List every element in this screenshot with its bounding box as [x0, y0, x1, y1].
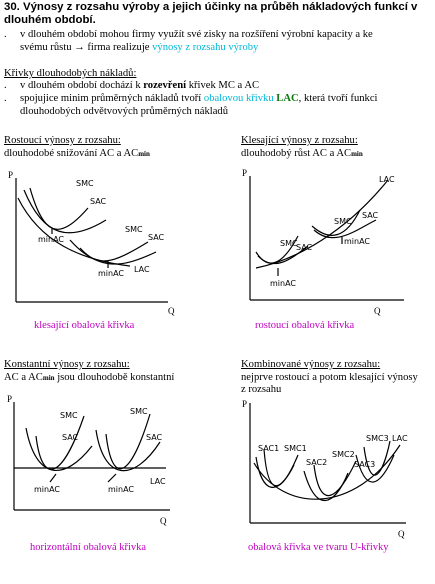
sac-2-curve	[70, 240, 156, 264]
intro-text-2: svému růstu	[20, 41, 72, 53]
axis-p-label: P	[7, 394, 13, 404]
svg-text:minAC: minAC	[34, 485, 61, 494]
svg-text:SAC: SAC	[90, 197, 107, 206]
svg-text:SAC3: SAC3	[354, 460, 376, 469]
svg-text:minAC: minAC	[98, 269, 125, 278]
svg-text:minAC: minAC	[344, 237, 371, 246]
svg-text:SMC: SMC	[76, 179, 94, 188]
svg-text:SMC: SMC	[130, 407, 148, 416]
svg-text:LAC: LAC	[134, 265, 150, 274]
svg-text:SMC2: SMC2	[332, 450, 355, 459]
svg-text:SMC: SMC	[280, 239, 298, 248]
svg-text:SAC: SAC	[146, 433, 163, 442]
axis-p-label: P	[8, 170, 14, 180]
svg-text:minAC: minAC	[38, 235, 65, 244]
title-line-1: 30. Výnosy z rozsahu výroby a jejich účinky na průběh nákladových funkcí v	[4, 1, 418, 13]
section-heading: Křivky dlouhodobých nákladů:	[4, 68, 137, 79]
smc-1-curve	[264, 449, 298, 486]
caption-panel-3: horizontální obalová křivka	[30, 542, 147, 553]
intro-paragraph	[4, 29, 434, 54]
intro-text-3: firma realizuje	[87, 41, 150, 53]
graph-constant-returns	[0, 390, 220, 530]
graph-increasing-returns	[0, 160, 200, 320]
sac-1-curve	[256, 457, 294, 487]
caption-panel-1: klesající obalová křivka	[34, 320, 135, 331]
svg-text:LAC: LAC	[392, 434, 408, 443]
svg-text:LAC: LAC	[379, 175, 395, 184]
panel-1-heading-block: Rostoucí výnosy z rozsahu: dlouhodobé snižování AC a ACmin	[4, 135, 150, 159]
bullet-2: . spojujice minim průměrných nákladů tvoří obalovou křivku LAC, která tvoří funkci dlouhodobých odvětvových průměrných nákladů	[4, 93, 378, 117]
intro-highlight: výnosy z rozsahu výroby	[152, 41, 259, 53]
svg-text:SAC: SAC	[362, 211, 379, 220]
sac-1-curve	[26, 428, 92, 470]
svg-text:SAC: SAC	[296, 243, 313, 252]
panel-2-heading-block: Klesající výnosy z rozsahu: dlouhodobý růst AC a ACmin	[241, 135, 363, 159]
svg-text:SMC: SMC	[125, 225, 143, 234]
arrow-icon: →	[74, 41, 85, 53]
axis-q-label: Q	[160, 516, 167, 526]
svg-text:LAC: LAC	[150, 477, 166, 486]
svg-text:SMC: SMC	[60, 411, 78, 420]
svg-text:SMC: SMC	[334, 217, 352, 226]
panel-4-heading-block: Kombinované výnosy z rozsahu: nejprve rostoucí a potom klesající výnosy z rozsahu	[241, 359, 418, 395]
bullet-marker: .	[4, 29, 7, 40]
bullet-1: . v dlouhém období dochází k rozevření křivek MC a AC	[4, 80, 260, 91]
svg-text:SMC3: SMC3	[366, 434, 389, 443]
svg-text:SAC: SAC	[148, 233, 165, 242]
axis-q-label: Q	[398, 529, 405, 539]
axis-p-label: P	[242, 399, 248, 409]
svg-text:SMC1: SMC1	[284, 444, 307, 453]
graph-decreasing-returns	[236, 160, 435, 320]
panel-3-heading-block: Konstantní výnosy z rozsahu: AC a ACmin jsou dlouhodobě konstantní	[4, 359, 175, 383]
caption-panel-2: rostoucí obalová křivka	[255, 320, 355, 331]
graph-combined-returns	[234, 395, 434, 545]
page-title	[4, 1, 434, 27]
svg-text:minAC: minAC	[108, 485, 135, 494]
min-arrow-2	[108, 474, 116, 482]
axis-q-label: Q	[374, 306, 381, 316]
min-arrow-1	[50, 474, 56, 482]
intro-text-1: v dlouhém období mohou firmy využít své zisky na rozšíření výrobní kapacity a ke	[20, 29, 373, 40]
lac-curve	[254, 445, 400, 499]
axis-q-label: Q	[168, 306, 175, 316]
svg-text:minAC: minAC	[270, 279, 297, 288]
smc-2-curve	[106, 414, 150, 469]
caption-panel-4: obalová křivka ve tvaru U-křivky	[248, 542, 389, 553]
svg-text:SAC: SAC	[62, 433, 79, 442]
svg-text:SAC2: SAC2	[306, 458, 328, 467]
svg-text:SAC1: SAC1	[258, 444, 280, 453]
smc-1-curve	[30, 188, 88, 229]
axis-p-label: P	[242, 168, 248, 178]
title-line-2: dlouhém období.	[4, 14, 96, 26]
